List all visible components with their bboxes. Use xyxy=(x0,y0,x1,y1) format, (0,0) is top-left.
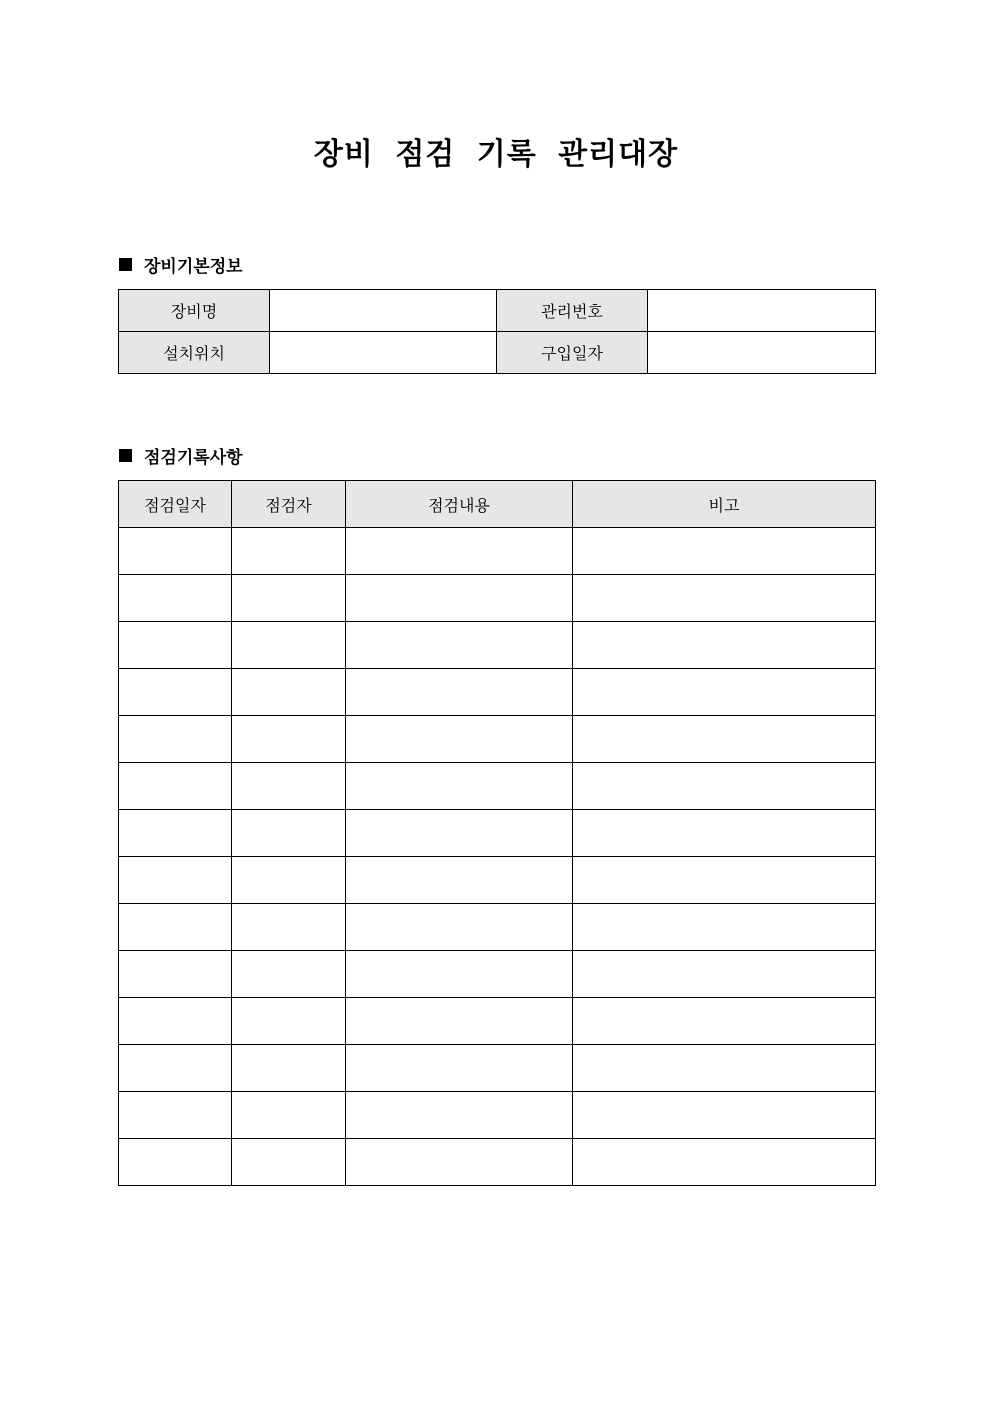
purchase-date-field[interactable] xyxy=(648,332,876,374)
inspection-date-cell[interactable] xyxy=(119,951,232,998)
remarks-cell[interactable] xyxy=(573,998,876,1045)
remarks-cell[interactable] xyxy=(573,1045,876,1092)
page-title: 장비 점검 기록 관리대장 xyxy=(313,137,679,172)
column-header-remarks: 비고 xyxy=(573,481,876,528)
table-row xyxy=(119,951,876,998)
inspection-details-cell[interactable] xyxy=(346,951,573,998)
install-location-label: 설치위치 xyxy=(119,332,270,374)
table-row xyxy=(119,575,876,622)
inspection-details-cell[interactable] xyxy=(346,904,573,951)
remarks-cell[interactable] xyxy=(573,669,876,716)
inspection-date-cell[interactable] xyxy=(119,763,232,810)
inspector-cell[interactable] xyxy=(232,998,346,1045)
table-row xyxy=(119,290,876,332)
remarks-cell[interactable] xyxy=(573,575,876,622)
table-row xyxy=(119,904,876,951)
column-header-inspector: 점검자 xyxy=(232,481,346,528)
table-row xyxy=(119,763,876,810)
inspector-cell[interactable] xyxy=(232,857,346,904)
remarks-cell[interactable] xyxy=(573,951,876,998)
inspector-cell[interactable] xyxy=(232,1092,346,1139)
inspection-date-cell[interactable] xyxy=(119,1092,232,1139)
column-header-inspection-details: 점검내용 xyxy=(346,481,573,528)
inspection-date-cell[interactable] xyxy=(119,857,232,904)
inspection-details-cell[interactable] xyxy=(346,1092,573,1139)
management-number-label: 관리번호 xyxy=(497,290,648,332)
record-table-body xyxy=(119,528,876,1186)
table-row xyxy=(119,622,876,669)
equipment-name-field[interactable] xyxy=(270,290,497,332)
inspector-cell[interactable] xyxy=(232,1045,346,1092)
table-header-row xyxy=(119,481,876,528)
table-row xyxy=(119,998,876,1045)
table-row xyxy=(119,1045,876,1092)
inspection-details-cell[interactable] xyxy=(346,810,573,857)
section-heading-label: 점검기록사항 xyxy=(144,447,243,468)
inspection-date-cell[interactable] xyxy=(119,622,232,669)
inspector-cell[interactable] xyxy=(232,810,346,857)
inspector-cell[interactable] xyxy=(232,951,346,998)
inspection-details-cell[interactable] xyxy=(346,716,573,763)
equipment-name-label: 장비명 xyxy=(119,290,270,332)
remarks-cell[interactable] xyxy=(573,810,876,857)
section-heading-label: 장비기본정보 xyxy=(144,256,243,277)
inspection-date-cell[interactable] xyxy=(119,810,232,857)
install-location-field[interactable] xyxy=(270,332,497,374)
inspection-date-cell[interactable] xyxy=(119,998,232,1045)
inspection-date-cell[interactable] xyxy=(119,1045,232,1092)
inspection-details-cell[interactable] xyxy=(346,763,573,810)
inspection-details-cell[interactable] xyxy=(346,622,573,669)
table-row xyxy=(119,528,876,575)
equipment-info-table xyxy=(118,289,876,374)
square-bullet-icon xyxy=(119,449,132,462)
remarks-cell[interactable] xyxy=(573,1092,876,1139)
inspection-record-table xyxy=(118,480,876,1186)
inspector-cell[interactable] xyxy=(232,716,346,763)
inspection-details-cell[interactable] xyxy=(346,998,573,1045)
inspection-details-cell[interactable] xyxy=(346,1139,573,1186)
remarks-cell[interactable] xyxy=(573,904,876,951)
table-row xyxy=(119,716,876,763)
inspection-date-cell[interactable] xyxy=(119,1139,232,1186)
inspection-details-cell[interactable] xyxy=(346,575,573,622)
inspection-details-cell[interactable] xyxy=(346,857,573,904)
table-row xyxy=(119,810,876,857)
remarks-cell[interactable] xyxy=(573,1139,876,1186)
section-heading-inspection-records xyxy=(119,443,243,467)
remarks-cell[interactable] xyxy=(573,716,876,763)
inspector-cell[interactable] xyxy=(232,528,346,575)
table-row xyxy=(119,1139,876,1186)
inspection-details-cell[interactable] xyxy=(346,669,573,716)
inspector-cell[interactable] xyxy=(232,575,346,622)
table-row xyxy=(119,1092,876,1139)
inspection-date-cell[interactable] xyxy=(119,528,232,575)
remarks-cell[interactable] xyxy=(573,857,876,904)
management-number-field[interactable] xyxy=(648,290,876,332)
inspector-cell[interactable] xyxy=(232,1139,346,1186)
inspection-details-cell[interactable] xyxy=(346,1045,573,1092)
column-header-inspection-date: 점검일자 xyxy=(119,481,232,528)
purchase-date-label: 구입일자 xyxy=(497,332,648,374)
remarks-cell[interactable] xyxy=(573,763,876,810)
square-bullet-icon xyxy=(119,258,132,271)
remarks-cell[interactable] xyxy=(573,528,876,575)
inspector-cell[interactable] xyxy=(232,904,346,951)
table-row xyxy=(119,332,876,374)
inspection-date-cell[interactable] xyxy=(119,904,232,951)
inspection-date-cell[interactable] xyxy=(119,575,232,622)
inspector-cell[interactable] xyxy=(232,763,346,810)
inspector-cell[interactable] xyxy=(232,622,346,669)
inspection-details-cell[interactable] xyxy=(346,528,573,575)
remarks-cell[interactable] xyxy=(573,622,876,669)
inspector-cell[interactable] xyxy=(232,669,346,716)
table-row xyxy=(119,669,876,716)
inspection-date-cell[interactable] xyxy=(119,669,232,716)
inspection-date-cell[interactable] xyxy=(119,716,232,763)
table-row xyxy=(119,857,876,904)
section-heading-basic-info xyxy=(119,252,243,276)
